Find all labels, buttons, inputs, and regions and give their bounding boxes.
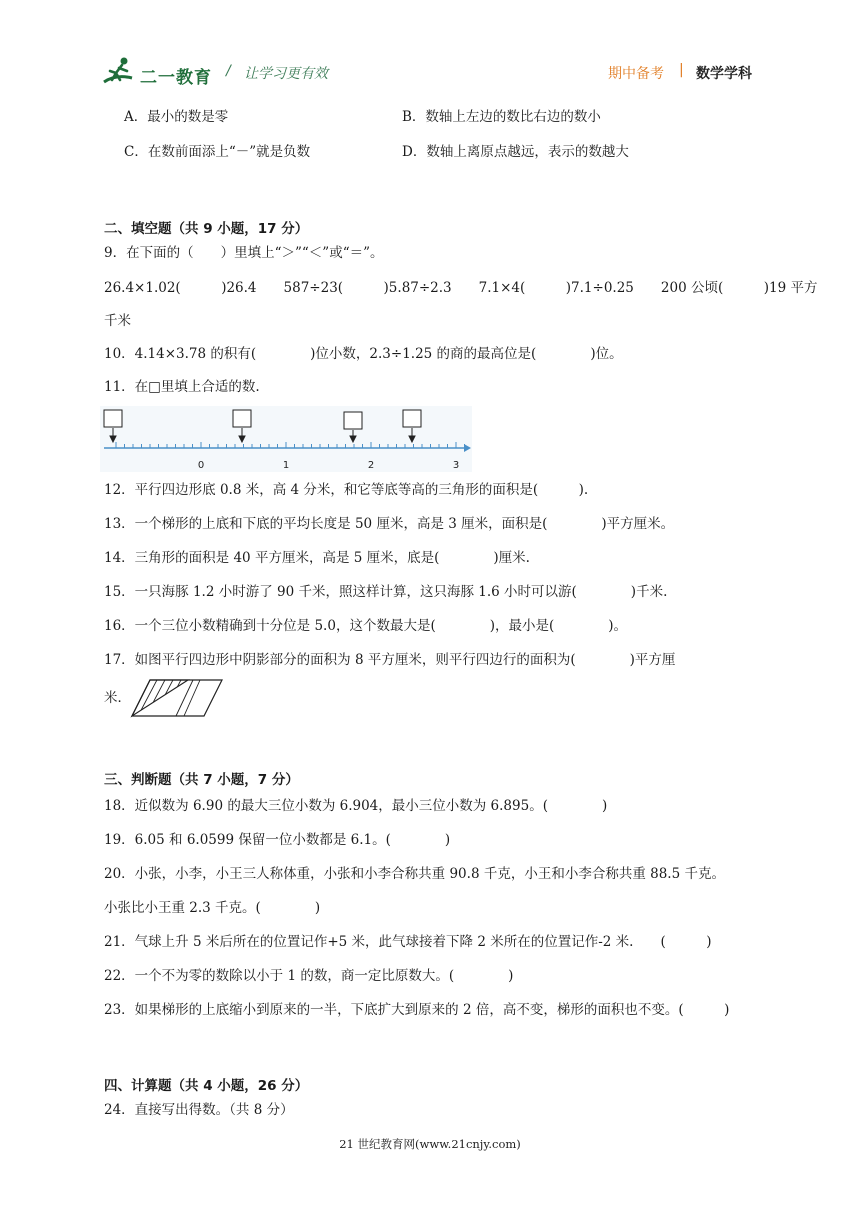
q13: 13．一个梯形的上底和下底的平均长度是 50 厘米，高是 3 厘米，面积是( )平方厘米。 bbox=[104, 516, 675, 532]
slogan: 让学习更有效 bbox=[244, 66, 328, 82]
slogan-separator: / bbox=[226, 63, 231, 79]
q14: 14．三角形的面积是 40 平方厘米，高是 5 厘米，底是( )厘米. bbox=[104, 550, 530, 566]
q8-option-b: B．数轴上左边的数比右边的数小 bbox=[402, 109, 601, 125]
section2-title: 二、填空题（共 9 小题，17 分） bbox=[104, 221, 309, 237]
q9-line1: 26.4×1.02( )26.4 587÷23( )5.87÷2.3 7.1×4( )7.1÷0.25 200 公顷( )19 平方 bbox=[104, 280, 818, 296]
q10: 10．4.14×3.78 的积有( )位小数，2.3÷1.25 的商的最高位是( )位。 bbox=[104, 346, 623, 362]
q20-line2: 小张比小王重 2.3 千克。( ) bbox=[104, 900, 321, 916]
tick-label-1: 1 bbox=[282, 460, 290, 471]
logo-text: 二一教育 bbox=[140, 68, 212, 88]
q8-option-a: A．最小的数是零 bbox=[124, 109, 229, 125]
header-divider: | bbox=[679, 62, 684, 78]
q17-line2: 米． bbox=[104, 690, 131, 706]
q19: 19．6.05 和 6.0599 保留一位小数都是 6.1。( ) bbox=[104, 832, 451, 848]
parallelogram-figure bbox=[130, 678, 224, 718]
subject-label: 数学学科 bbox=[696, 66, 752, 82]
q8-option-c: C．在数前面添上“－”就是负数 bbox=[124, 144, 311, 160]
q22: 22．一个不为零的数除以小于 1 的数，商一定比原数大。( ) bbox=[104, 968, 514, 984]
q24: 24．直接写出得数。（共 8 分） bbox=[104, 1102, 294, 1118]
section4-title: 四、计算题（共 4 小题，26 分） bbox=[104, 1078, 309, 1094]
number-line-figure bbox=[100, 406, 472, 472]
q18: 18．近似数为 6.90 的最大三位小数为 6.904，最小三位小数为 6.895。( ) bbox=[104, 798, 608, 814]
tick-label-3: 3 bbox=[452, 460, 460, 471]
tick-label-0: 0 bbox=[197, 460, 205, 471]
q17-line1: 17．如图平行四边形中阴影部分的面积为 8 平方厘米，则平行四边行的面积为( )平方厘 bbox=[104, 652, 676, 668]
page-footer: 21 世纪教育网(www.21cnjy.com) bbox=[339, 1137, 521, 1151]
q21: 21．气球上升 5 米后所在的位置记作+5 米，此气球接着下降 2 米所在的位置记作-2 米. ( ) bbox=[104, 934, 712, 950]
q12: 12．平行四边形底 0.8 米，高 4 分米，和它等底等高的三角形的面积是( ). bbox=[104, 482, 589, 498]
q8-option-d: D．数轴上离原点越远，表示的数越大 bbox=[402, 144, 629, 160]
runner-logo-icon bbox=[102, 56, 136, 88]
q16: 16．一个三位小数精确到十分位是 5.0，这个数最大是( )，最小是( )。 bbox=[104, 618, 628, 634]
q9-line2: 千米 bbox=[104, 313, 131, 329]
section3-title: 三、判断题（共 7 小题，7 分） bbox=[104, 772, 299, 788]
q23: 23．如果梯形的上底缩小到原来的一半，下底扩大到原来的 2 倍，高不变，梯形的面积也不变。( ) bbox=[104, 1002, 730, 1018]
q9-stem: 9．在下面的（ ）里填上“＞”“＜”或“＝”。 bbox=[104, 245, 384, 261]
q15: 15．一只海豚 1.2 小时游了 90 千米，照这样计算，这只海豚 1.6 小时可以游( )千米. bbox=[104, 584, 668, 600]
tick-label-2: 2 bbox=[367, 460, 375, 471]
exam-label: 期中备考 bbox=[608, 66, 664, 82]
q11: 11．在□里填上合适的数. bbox=[104, 379, 260, 395]
q20-line1: 20．小张，小李，小王三人称体重，小张和小李合称共重 90.8 千克，小王和小李合称共重 88.5 千克。 bbox=[104, 866, 725, 882]
